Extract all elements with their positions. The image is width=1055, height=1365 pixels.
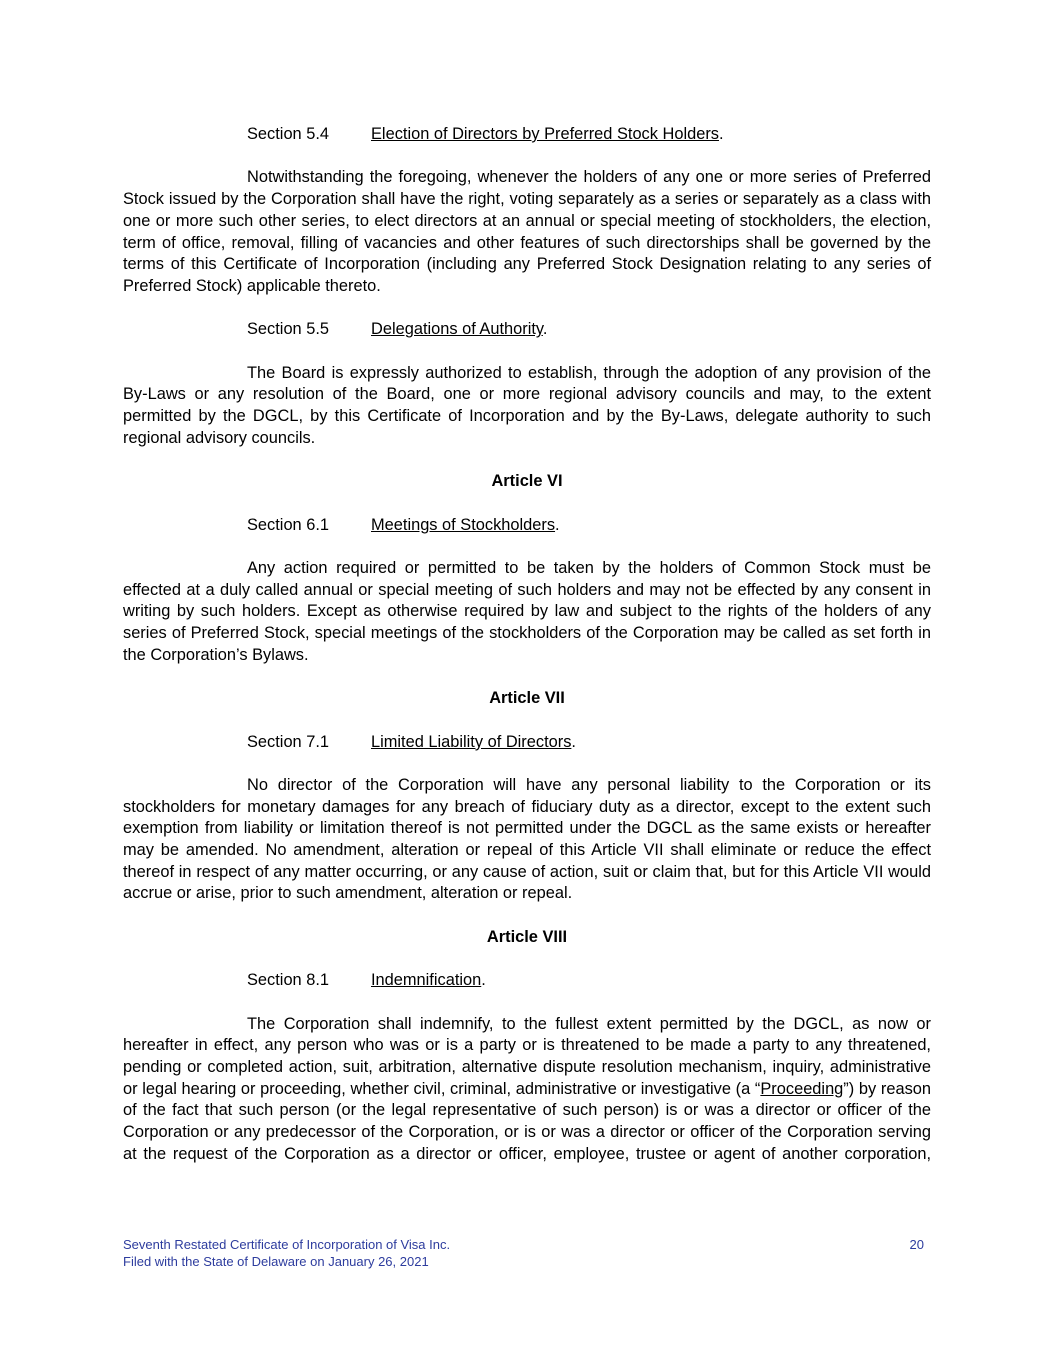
section-heading-8-1 [123, 970, 931, 992]
section-heading-6-1 [123, 515, 931, 537]
section-title-period: . [542, 320, 548, 339]
footer-line-1: Seventh Restated Certificate of Incorporation of Visa Inc. [123, 1237, 451, 1252]
paragraph-7-1: No director of the Corporation will have any personal liability to the Corporation or its stockholders for monetary damages for any breach of fiduciary duty as a director, except to the extent such exemption from liability or limitation thereof is not permitted under the DGCL as the same exists or hereafter may be amended. No amendment, alteration or repeal of this Article VII shall eliminate or reduce the effect thereof in respect of any matter occurring, or any cause of action, suit or claim that, but for this Article VII would accrue or arise, prior to such amendment, alteration or repeal. [123, 775, 931, 903]
defined-term-proceeding: Proceeding [760, 1079, 844, 1098]
footer-text-block [123, 1236, 450, 1270]
section-title-period: . [718, 125, 724, 143]
paragraph-5-5: The Board is expressly authorized to establish, through the adoption of any provision of the By-Laws or any resolution of the Board, one or more regional advisory councils and may, to the extent permitted by the DGCL, by this Certificate of Incorporation and by the By-Laws, delegate authority to such regional advisory councils. [123, 363, 931, 447]
section-heading-7-1 [123, 732, 931, 754]
section-number: Section 5.4 [247, 125, 330, 143]
article-heading-viii: Article VIII [486, 927, 568, 946]
section-title: Delegations of Authority [371, 320, 543, 339]
document-body [123, 0, 931, 1187]
section-number: Section 8.1 [247, 971, 330, 990]
section-title-period: . [555, 515, 560, 534]
paragraph-8-1-text-before: The Corporation shall indemnify, to the fullest extent permitted by the DGCL, as now or hereafter in effect, any person who was or is a party or is threatened to be made a party to any threatened, pending or completed action, suit, arbitration, alternative dispute resolution mechanism, inquiry, administrative or legal hearing or proceeding, whether civil, criminal, administrative or investigative (a “ [123, 1014, 931, 1098]
section-title-period: . [571, 732, 576, 751]
section-title: Indemnification [371, 971, 482, 990]
footer-line-2: Filed with the State of Delaware on January 26, 2021 [123, 1254, 429, 1269]
article-heading-vii: Article VII [489, 689, 565, 708]
section-title: Limited Liability of Directors [371, 732, 572, 751]
article-heading-vi: Article VI [491, 472, 563, 491]
paragraph-8-1-text-after: ”) by reason of the fact that such person (or the legal representative of such person) is or was a director or officer of the Corporation or any predecessor of the Corporation, or is or was a director or officer of the Corporation serving at the request of the Corporation as a director or officer, employee, trustee or agent of another corporation, [123, 1079, 931, 1163]
page-number: 20 [909, 1237, 924, 1252]
section-heading-5-5 [123, 319, 931, 341]
paragraph-5-4: Notwithstanding the foregoing, whenever the holders of any one or more series of Preferred Stock issued by the Corporation shall have the right, voting separately as a series or separately as a class with one or more such other series, to elect directors at an annual or special meeting of stockholders, the election, term of office, removal, filling of vacancies and other features of such directorships shall be governed by the terms of this Certificate of Incorporation (including any Preferred Stock Designation relating to any series of Preferred Stock) applicable thereto. [123, 168, 931, 295]
section-number: Section 5.5 [247, 320, 330, 339]
page-footer [123, 1236, 931, 1270]
section-title: Meetings of Stockholders [371, 515, 556, 534]
section-heading-5-4 [123, 124, 931, 146]
paragraph-8-1 [123, 1014, 931, 1166]
section-title-period: . [481, 971, 486, 990]
paragraph-6-1: Any action required or permitted to be taken by the holders of Common Stock must be effected at a duly called annual or special meeting of such holders and may not be effected by any consent in writing by such holders. Except as otherwise required by law and subject to the rights of the holders of any series of Preferred Stock, special meetings of the stockholders of the Corporation may be called as set forth in the Corporation’s Bylaws. [123, 558, 931, 664]
section-number: Section 7.1 [247, 732, 330, 751]
section-title: Election of Directors by Preferred Stock Holders [371, 125, 719, 143]
section-number: Section 6.1 [247, 515, 330, 534]
